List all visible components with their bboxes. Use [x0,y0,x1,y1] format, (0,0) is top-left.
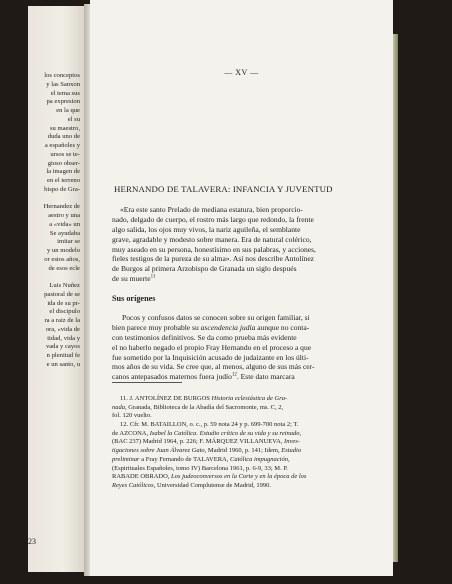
text-fragment: aunque no conta- [255,322,310,332]
left-page-line: y un modelo [47,247,80,254]
right-page [90,0,393,576]
footnote-line: (Espirituales Españoles, tomo IV) Barcelona 1961, p. 6-9, 33; M. P. [112,464,288,472]
text-line: nado, delgado de cuerpo, el rostro más largo que redondo, la frente [112,214,314,224]
left-page-line: de esos ecle [48,264,80,272]
left-page-line: el tema sus [50,89,80,97]
left-page-number: 23 [28,537,36,546]
text-fragment: a Fray Fernando de TALAVERA, [139,455,230,463]
text-fragment: Reyes Católicos, [112,481,156,489]
text-line [112,372,378,382]
text-line: Pocos y confusos datos se conocen sobre su origen familiar, si [122,313,310,322]
footnote-ref-11: 11 [150,274,156,280]
section-heading: Sus orígenes [112,294,156,303]
chapter-title: HERNANDO DE TALAVERA: INFANCIA Y JUVENTUD [114,184,333,194]
text-line: de Burgos al primera Arzobispo de Granada un siglo después [112,264,297,274]
text-fragment: , Granada, Biblioteca de la Abadía del Sacromonte, ms. C, 2, [125,403,284,411]
left-page-line [28,195,80,204]
left-page-line: pastoral de se [44,290,80,298]
text-fragment: bien parece muy probable su [112,322,199,332]
text-line: «Era este santo Prelado de mediana estatura, bien proporcio- [120,205,303,214]
left-page-line: la imagen de [46,168,80,176]
left-page-line: Se ayudaba [49,229,80,237]
text-fragment: canos antepasados maternos fuera judío [112,372,232,382]
text-fragment: Historia eclesiástica de Gra- [211,395,288,402]
footnote-line [112,438,378,447]
left-page-line: el su [67,115,80,123]
origins-paragraph [112,313,378,382]
left-page-line: Hernandez de [43,203,80,211]
left-page-text [28,72,86,370]
text-fragment: Madrid 1960, p. 141; Idem, [206,447,282,455]
left-page-line: ida de su pr- [47,299,80,307]
left-page-line: e un santo, u [46,360,80,368]
footnote-divider [112,382,182,383]
left-page-line: tidad, vida y [47,334,80,342]
italic-phrase: ascendencia judía [200,322,256,332]
left-page-line: bispo de Gra- [44,185,80,193]
text-line: con testimonios definitivos. Se da como prueba más evidente [112,332,297,342]
text-line: mos años de su vida. Se cree que, al menos, alguno de sus más cer- [112,362,315,372]
text-line: algo salida, los ojos muy vivos, la nariz aguileña, el semblante [112,224,301,234]
opening-quote-paragraph [112,205,378,284]
footnote-line [112,404,378,413]
left-page-line: en la que [56,107,80,114]
text-line: el no haberlo negado el propio Fray Hernando en el proceso a que [112,342,312,352]
left-page-line: a «vida» un [49,220,80,228]
left-page-line: en el terreno [47,177,80,184]
left-page-line: gioso obser- [47,159,80,167]
left-page-line: y las Sanxon [46,80,80,88]
left-page-line: or estos años, [44,255,80,263]
text-fragment: preliminar [112,455,140,463]
text-fragment: RABADE OBRADO, [112,473,172,481]
footnote-line: 12. Cfr. M. BATAILLON, o. c., p. 59 nota 24 y p. 699-700 nota 2; T. [120,421,299,429]
footnote-line [112,456,378,465]
text-fragment: Estudio [281,447,302,455]
left-page-line: ursos se te- [50,150,80,158]
left-page-line: pa expresion [46,98,80,106]
text-fragment: . Este dato marcara [236,372,295,382]
left-page-line: n plenitud fe [46,352,80,359]
text-line: muy aseado en su persona, honestísimo en sus palabras, y acciones, [112,244,316,254]
text-line: grave, agradable y modesto sobre manera. Era de natural colérico, [112,234,312,244]
page-edge [393,34,398,562]
left-page-line: los conceptos [44,72,80,79]
footnote-ref-12: 12 [231,372,237,378]
left-page-line: imitar se [57,238,80,246]
text-line [112,323,378,333]
text-line [112,274,378,284]
page-number: — XV — [224,68,259,77]
left-page-line [28,273,80,282]
text-fragment: Inves- [284,438,300,446]
text-fragment: 11. J. ANTOLÍNEZ DE BURGOS [120,395,212,402]
left-page-line: aestro y una [48,212,80,219]
footnotes [112,395,378,491]
text-fragment: Universidad Complutense de Madrid, 1990. [155,481,272,489]
left-page-line: ra a raiz de la [44,317,80,324]
footnote-line [112,473,378,482]
footnote-line [112,482,378,491]
text-fragment: Los judeoconversos en la Corte y en la época de los [171,473,307,481]
text-fragment: de su muerte [112,274,151,284]
text-fragment: nada [112,403,125,411]
left-page-line: el discipulo [49,308,80,316]
text-fragment: Católica impugnación, [230,455,290,463]
text-fragment: tigaciones sobre Juan Álvarez Gato, [112,447,207,455]
left-page-line: Luis Nuñez [49,282,80,289]
text-line: fue sometido por la Inquisición acusado de judaizante en los últi- [112,352,309,362]
footnote-line [112,447,378,456]
text-fragment: Isabel la Católica. Estudio crítico de su vida y su reinado, [149,429,302,437]
text-fragment: de AZCONA, [112,429,150,437]
left-page [28,6,86,572]
left-page-line: a españoles y [44,142,80,149]
left-page-line: ora, «vida de [45,325,80,333]
left-page-line: su maestro, [49,124,80,132]
text-fragment: (BAC 237) Madrid 1964, p. 226; F. MÁRQUEZ VILLANUEVA, [112,438,285,446]
left-page-line: duda uno de [47,133,80,141]
left-page-line: vada y cayos [45,343,80,351]
text-line: fieles testigos de la pureza de su alma». Así nos describe Antolínez [112,254,315,264]
footnote-line: fol. 120 vuelto. [112,412,152,420]
footnote-line [112,395,378,404]
